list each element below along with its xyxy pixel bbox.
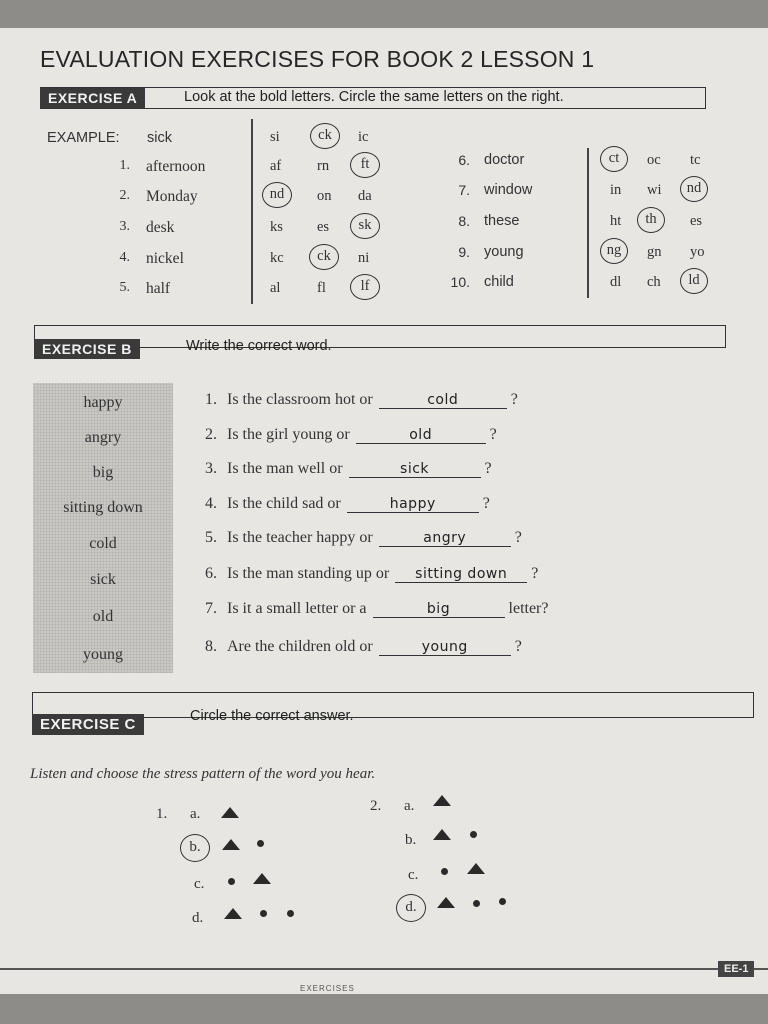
q2-option-a-label[interactable]: a. (404, 798, 415, 814)
item-word: afternoon (146, 158, 206, 175)
stress-unstressed-dot-icon (470, 831, 477, 838)
page-title: EVALUATION EXERCISES FOR BOOK 2 LESSON 1 (40, 46, 595, 72)
stress-unstressed-dot-icon (257, 840, 264, 847)
exercise-c-prompt: Listen and choose the stress pattern of the word you hear. (30, 766, 376, 782)
q1-option-b-circled[interactable]: b. (180, 834, 210, 862)
item-word: Monday (146, 188, 198, 205)
question-end: ? (531, 565, 539, 582)
stress-unstressed-dot-icon (441, 868, 448, 875)
option[interactable]: es (690, 213, 703, 229)
item-word: doctor (484, 152, 525, 168)
stress-stressed-triangle-icon (224, 908, 242, 919)
q2-option-d-circled[interactable]: d. (396, 894, 426, 922)
option[interactable]: dl (610, 274, 622, 290)
footer-fragment: EXERCISES (300, 984, 355, 993)
q2-option-b-label[interactable]: b. (405, 832, 417, 848)
answer-blank[interactable]: big (373, 601, 505, 618)
answer-blank[interactable]: old (356, 427, 486, 444)
question-text: Is the child sad or (227, 495, 341, 512)
answer-blank[interactable]: young (379, 639, 511, 656)
question-row (205, 426, 497, 444)
answer-blank[interactable]: happy (347, 496, 479, 513)
q1-option-a-label[interactable]: a. (190, 806, 201, 822)
stress-stressed-triangle-icon (253, 873, 271, 884)
item-number: 4. (119, 250, 130, 265)
stress-unstressed-dot-icon (260, 910, 267, 917)
question-end: ? (482, 495, 490, 512)
question-end: ? (489, 426, 497, 443)
exercise-a-instruction: Look at the bold letters. Circle the same letters on the right. (184, 89, 564, 105)
question-row (205, 600, 548, 618)
option[interactable]: in (610, 182, 622, 198)
item-number: 5. (119, 280, 130, 295)
question-end: ? (484, 460, 492, 477)
word-bank-word: young (83, 646, 123, 663)
exercise-a-tag: EXERCISE A (40, 88, 145, 108)
question-number: 5. (205, 529, 217, 546)
item-number: 3. (119, 219, 130, 234)
stress-unstressed-dot-icon (228, 878, 235, 885)
exercise-b-tag: EXERCISE B (34, 339, 140, 359)
option[interactable]: rn (317, 158, 330, 174)
option-circled[interactable]: ft (350, 152, 380, 178)
word-bank-word: cold (89, 535, 117, 552)
question-row (205, 495, 490, 513)
question-number: 7. (205, 600, 217, 617)
exercise-c-instruction: Circle the correct answer. (190, 708, 354, 724)
option[interactable]: ch (647, 274, 661, 290)
question-2-number: 2. (370, 798, 382, 814)
answer-blank[interactable]: cold (379, 392, 507, 409)
stress-unstressed-dot-icon (473, 900, 480, 907)
item-word: half (146, 280, 171, 297)
question-text: Is the girl young or (227, 426, 350, 443)
word-bank-word: sick (90, 571, 116, 588)
stress-stressed-triangle-icon (433, 829, 451, 840)
question-number: 6. (205, 565, 217, 582)
exercise-a-divider-left (251, 119, 253, 304)
item-word: child (484, 274, 514, 290)
word-bank-word: angry (84, 429, 122, 446)
example-option: si (270, 129, 280, 145)
option[interactable]: es (317, 219, 330, 235)
question-row (205, 638, 522, 656)
question-number: 8. (205, 638, 217, 655)
option[interactable]: kc (270, 250, 284, 266)
question-number: 1. (205, 391, 217, 408)
option-circled[interactable]: ct (600, 146, 628, 172)
question-text: Is the classroom hot or (227, 391, 373, 408)
word-bank-word: old (92, 608, 114, 625)
option[interactable]: af (270, 158, 282, 174)
option-circled[interactable]: lf (350, 274, 380, 300)
question-row (205, 391, 518, 409)
option-circled[interactable]: ng (600, 238, 628, 264)
stress-unstressed-dot-icon (287, 910, 294, 917)
option[interactable]: on (317, 188, 332, 204)
option-circled[interactable]: sk (350, 213, 380, 239)
example-option: ic (358, 129, 369, 145)
option[interactable]: wi (647, 182, 662, 198)
question-number: 2. (205, 426, 217, 443)
q2-option-c-label[interactable]: c. (408, 867, 419, 883)
answer-blank[interactable]: sitting down (395, 566, 527, 583)
question-1-number: 1. (156, 806, 168, 822)
question-end: letter? (508, 600, 549, 617)
stress-stressed-triangle-icon (433, 795, 451, 806)
question-end: ? (514, 638, 522, 655)
item-word: window (484, 182, 533, 198)
option[interactable]: gn (647, 244, 662, 260)
item-word: nickel (146, 250, 184, 267)
example-word: sick (147, 130, 172, 146)
question-text: Is the man standing up or (227, 565, 390, 582)
exercise-c-tag: EXERCISE C (32, 714, 144, 735)
worksheet-page (0, 28, 768, 994)
answer-blank[interactable]: angry (379, 530, 511, 547)
option-circled[interactable]: ld (680, 268, 708, 294)
question-number: 4. (205, 495, 217, 512)
option[interactable]: ks (270, 219, 283, 235)
example-label: EXAMPLE: (47, 130, 120, 146)
answer-blank[interactable]: sick (349, 461, 481, 478)
stress-stressed-triangle-icon (222, 839, 240, 850)
item-number: 8. (458, 213, 470, 229)
question-end: ? (510, 391, 518, 408)
word-bank-word: happy (83, 394, 123, 411)
question-number: 3. (205, 460, 217, 477)
q1-option-c-label[interactable]: c. (194, 876, 205, 892)
stress-stressed-triangle-icon (437, 897, 455, 908)
footer-rule (0, 968, 768, 970)
option[interactable]: da (358, 188, 372, 204)
option-circled[interactable]: nd (262, 182, 292, 208)
stress-stressed-triangle-icon (467, 863, 485, 874)
word-bank-word: big (92, 464, 114, 481)
question-text: Is the teacher happy or (227, 529, 373, 546)
word-bank-box (33, 383, 173, 673)
item-number: 1. (119, 158, 130, 173)
option-circled[interactable]: ck (309, 244, 339, 270)
item-number: 9. (458, 244, 470, 260)
stress-unstressed-dot-icon (499, 898, 506, 905)
item-number: 2. (119, 188, 130, 203)
item-number: 7. (458, 182, 470, 198)
exercise-b-instruction: Write the correct word. (186, 338, 332, 354)
stress-stressed-triangle-icon (221, 807, 239, 818)
option[interactable]: yo (690, 244, 705, 260)
option[interactable]: ni (358, 250, 370, 266)
question-end: ? (514, 529, 522, 546)
question-text: Is the man well or (227, 460, 343, 477)
option[interactable]: oc (647, 152, 661, 168)
option[interactable]: al (270, 280, 281, 296)
option-circled[interactable]: nd (680, 176, 708, 202)
question-row (205, 460, 492, 478)
item-word: desk (146, 219, 175, 236)
item-word: young (484, 244, 524, 260)
word-bank-word: sitting down (63, 499, 143, 516)
q1-option-d-label[interactable]: d. (192, 910, 204, 926)
question-row (205, 565, 538, 583)
item-word: these (484, 213, 520, 229)
item-number: 10. (450, 274, 470, 290)
question-text: Are the children old or (227, 638, 373, 655)
item-number: 6. (458, 152, 470, 168)
page-number: EE-1 (718, 961, 754, 977)
option[interactable]: fl (317, 280, 326, 296)
example-option-circled[interactable]: ck (310, 123, 340, 149)
option[interactable]: ht (610, 213, 622, 229)
question-text: Is it a small letter or a (227, 600, 367, 617)
exercise-a-divider-right (587, 148, 589, 298)
question-row (205, 529, 522, 547)
option[interactable]: tc (690, 152, 701, 168)
option-circled[interactable]: th (637, 207, 665, 233)
